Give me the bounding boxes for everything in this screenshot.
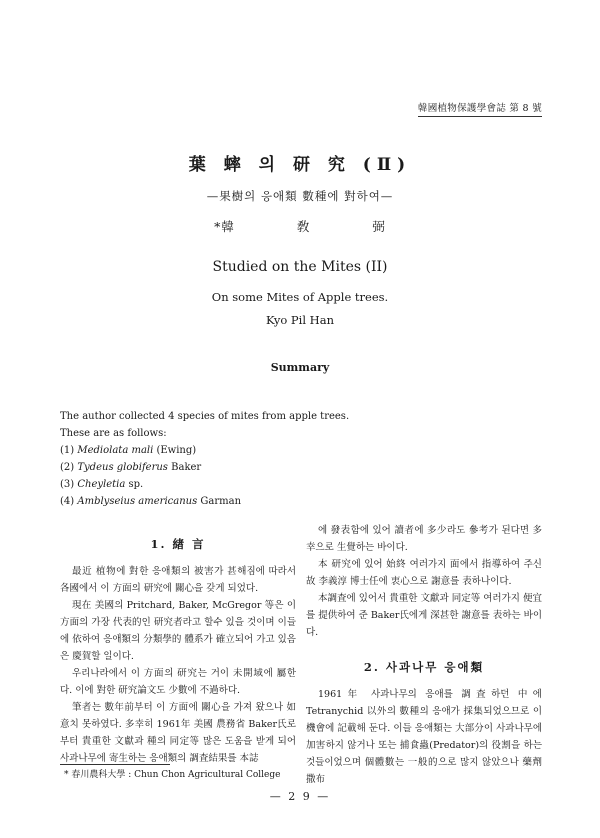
body-paragraph: 우리나라에서 이 方面의 研究는 거이 未開域에 屬한다. 이에 對한 研究論文도 少數에 不過하다. (60, 668, 296, 696)
species-number: (3) (60, 479, 75, 490)
species-name: Cheyletia (77, 479, 126, 490)
species-authority: (Ewing) (153, 445, 197, 456)
species-name: Tydeus globiferus (77, 462, 168, 473)
paper-title-english: Studied on the Mites (II) (212, 259, 388, 275)
species-item (60, 476, 540, 493)
author-korean-part: 弼 (372, 219, 386, 234)
paper-title: 葉 蟀 의 研 究 (Ⅱ) (188, 155, 412, 175)
species-authority: sp. (125, 479, 144, 490)
right-column (306, 522, 542, 788)
species-item (60, 442, 540, 459)
body-paragraph: 本調査에 있어서 貴重한 文獻과 同定等 여러가지 便宜를 提供하여 준 Baker氏에게 深甚한 謝意를 表하는 바이다. (306, 593, 542, 638)
species-name: Mediolata mali (77, 445, 154, 456)
footnote-divider (60, 764, 170, 765)
species-item (60, 459, 540, 476)
species-item (60, 493, 540, 510)
species-number: (4) (60, 496, 75, 507)
species-authority: Baker (167, 462, 202, 473)
species-number: (1) (60, 445, 75, 456)
body-paragraph: 1961年 사과나무의 응애를 調査하던 中에 Tetranychid 以外의 數種의 응애가 採集되었으므로 이 機會에 記載해 둔다. 이들 응애類는 大部分이 사과나무에 加害하지 않거나 또는 捕食蟲(Predator)의 役割을 하는것들이었으며 個體數는 一般的으로 많지 않았으나 藥劑撒布 (306, 689, 542, 785)
species-authority: Garman (197, 496, 242, 507)
body-paragraph: 現在 美國의 Pritchard, Baker, McGregor 等은 이 方面의 가장 代表的인 研究者라고 할수 있을 것이며 이들에 依하여 응애類의 分類學的 體系가 確立되어 가고 있음은 慶賀할 일이다. (60, 600, 296, 662)
abstract-line: The author collected 4 species of mites from apple trees. (60, 411, 350, 422)
body-paragraph: 本 研究에 있어 始終 여러가지 面에서 指導하여 주신 故 李義淳 博士任에 衷心으로 謝意를 表하나이다. (306, 559, 542, 587)
author-korean-part: 敎 (296, 219, 311, 234)
author-korean-part: *韓 (214, 219, 235, 234)
species-number: (2) (60, 462, 75, 473)
page-number: — 2 9 — (269, 790, 331, 803)
summary-heading: Summary (270, 361, 330, 374)
abstract-line: These are as follows: (60, 428, 167, 439)
section-heading-apple-mites: 2. 사과나무 응애類 (363, 660, 485, 674)
body-paragraph: 에 發表함에 있어 讀者에 多少라도 參考가 된다면 多幸으로 生覺하는 바이다. (306, 525, 542, 553)
author-korean (0, 217, 600, 235)
journal-header: 韓國植物保護學會誌 第 8 號 (418, 100, 542, 117)
section-heading-introduction: 1. 緖 言 (150, 537, 206, 551)
paper-subtitle-english: On some Mites of Apple trees. (211, 290, 389, 304)
left-column (60, 522, 296, 762)
body-paragraph: 筆者는 數年前부터 이 方面에 關心을 가져 왔으나 如意치 못하였다. 多幸히 1961年 美國 農務省 Baker氏로 부터 貴重한 文獻과 種의 同定等 많은 도움을 받게 되어 사과나무에 寄生하는 응애類의 調査結果를 本誌 (60, 702, 296, 764)
species-name: Amblyseius americanus (77, 496, 198, 507)
abstract (60, 408, 540, 510)
footnote-affiliation: * 春川農科大學 : Chun Chon Agricultural College (64, 770, 281, 780)
paper-subtitle-korean: —果樹의 응애類 數種에 對하여— (206, 189, 394, 203)
author-english: Kyo Pil Han (266, 313, 334, 327)
body-paragraph: 最近 植物에 對한 응애類의 被害가 甚해짐에 따라서 各國에서 이 方面의 研究에 關心을 갖게 되었다. (60, 566, 296, 594)
